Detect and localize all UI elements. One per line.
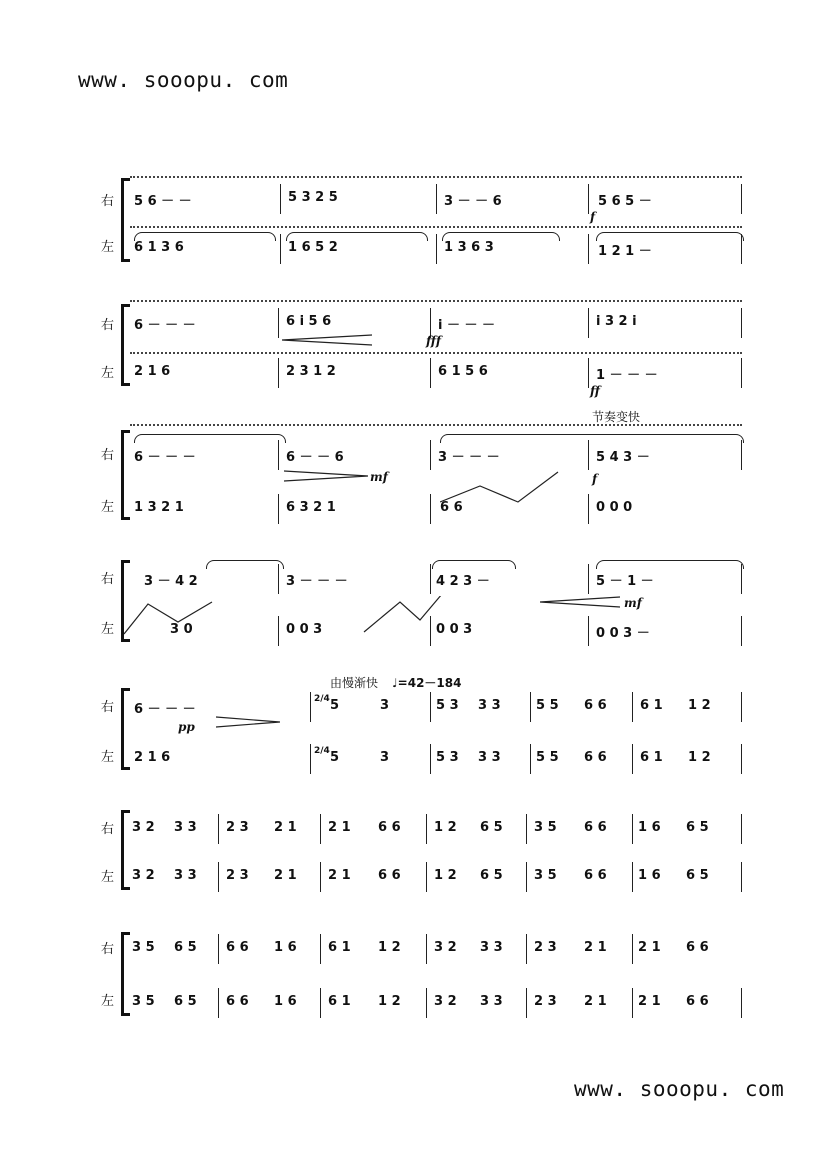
dotted-line [130, 424, 742, 426]
measure: 6 1 [640, 698, 663, 713]
measure: 2 1 [638, 994, 661, 1009]
measure: 6 1 [328, 940, 351, 955]
barline [278, 494, 279, 524]
measure: 3 － － 6 [444, 194, 502, 209]
measure: 6 6 [584, 820, 607, 835]
time-signature: 2/4 [314, 694, 330, 704]
measure: 2 1 [584, 940, 607, 955]
barline [530, 744, 531, 774]
measure: 2 1 [584, 994, 607, 1009]
barline [436, 184, 437, 214]
barline [278, 358, 279, 388]
measure: 3 5 [132, 940, 155, 955]
barline [526, 934, 527, 964]
measure: 1 6 5 2 [288, 240, 338, 255]
right-hand-row [130, 186, 742, 214]
left-hand-label: 左 [101, 240, 115, 255]
measure: 1 2 [688, 750, 711, 765]
measure: 3 [380, 750, 390, 765]
measure: 6 － － － [134, 450, 196, 465]
tempo-annotation: 节奏变快 [592, 410, 641, 424]
measure: 6 5 [174, 940, 197, 955]
barline [588, 358, 589, 388]
measure: 5 [330, 698, 340, 713]
measure: 1 2 [688, 698, 711, 713]
measure: 5 5 [536, 698, 559, 713]
measure: 2 1 6 [134, 364, 171, 379]
measure: 2 1 6 [134, 750, 171, 765]
measure: 2 1 [638, 940, 661, 955]
dynamic-ff: ff [590, 384, 600, 398]
dotted-line [130, 300, 742, 302]
slur [286, 232, 428, 241]
right-hand-label: 右 [101, 822, 115, 837]
measure: 3 5 [534, 868, 557, 883]
left-hand-label: 左 [101, 500, 115, 515]
measure: 5 [330, 750, 340, 765]
staff-bracket [121, 690, 124, 768]
measure: 3 5 [534, 820, 557, 835]
measure: 2 3 1 2 [286, 364, 336, 379]
measure: 6 6 [378, 868, 401, 883]
left-hand-label: 左 [101, 994, 115, 1009]
measure: 2 3 [226, 820, 249, 835]
measure: 6 3 2 1 [286, 500, 336, 515]
dotted-line [130, 226, 742, 228]
staff-bracket [121, 306, 124, 384]
decrescendo-hairpin [284, 470, 368, 482]
barline [741, 692, 742, 722]
barline [280, 234, 281, 264]
barline [530, 692, 531, 722]
barline [588, 616, 589, 646]
barline [588, 234, 589, 264]
measure: 6 i 5 6 [286, 314, 332, 329]
crescendo-hairpin [282, 334, 372, 346]
measure: 3 3 [478, 698, 501, 713]
measure: 1 6 [274, 940, 297, 955]
barline [632, 934, 633, 964]
measure: 3 － － － [286, 574, 348, 589]
left-hand-label: 左 [101, 622, 115, 637]
right-hand-row [130, 442, 742, 470]
measure: 6 6 [440, 500, 463, 515]
measure: 3 3 [174, 820, 197, 835]
measure: 6 5 [686, 820, 709, 835]
barline [218, 814, 219, 844]
measure: 3 － 4 2 [144, 574, 198, 589]
barline [741, 814, 742, 844]
measure: 1 3 6 3 [444, 240, 494, 255]
measure: 1 6 [638, 868, 661, 883]
measure: 3 2 [132, 820, 155, 835]
measure: 3 3 [174, 868, 197, 883]
barline [310, 744, 311, 774]
arpeggio-line [440, 468, 570, 508]
barline [741, 744, 742, 774]
dynamic-mf: mf [370, 470, 388, 484]
crescendo-hairpin [540, 596, 620, 608]
measure: 6 5 [480, 820, 503, 835]
decrescendo-hairpin [216, 716, 280, 728]
barline [632, 814, 633, 844]
measure: 4 2 3 － [436, 574, 490, 589]
measure: 3 [380, 698, 390, 713]
measure: 3 2 [434, 940, 457, 955]
measure: 2 3 [534, 940, 557, 955]
barline [588, 184, 589, 214]
watermark-bottom: www. sooopu. com [574, 1077, 785, 1101]
slur [206, 560, 284, 569]
tempo-annotation: 由慢渐快 [330, 676, 379, 690]
dynamic-mf: mf [624, 596, 642, 610]
barline [430, 564, 431, 594]
staff-bracket [121, 934, 124, 1014]
barline [218, 862, 219, 892]
barline [218, 934, 219, 964]
measure: 3 2 [132, 868, 155, 883]
measure: 3 3 [480, 994, 503, 1009]
left-hand-row [130, 864, 742, 892]
slur [440, 434, 744, 443]
barline [741, 358, 742, 388]
right-hand-row [130, 936, 742, 964]
measure: 2 1 [274, 868, 297, 883]
slur [432, 560, 516, 569]
measure: 6 6 [686, 940, 709, 955]
measure: 2 1 [274, 820, 297, 835]
barline [741, 616, 742, 646]
barline [632, 692, 633, 722]
barline [320, 934, 321, 964]
measure: 3 3 [478, 750, 501, 765]
measure: 1 2 [378, 940, 401, 955]
dynamic-f: f [592, 472, 598, 486]
metronome-value: =42－184 [397, 676, 462, 690]
barline [218, 988, 219, 1018]
measure: 6 5 [174, 994, 197, 1009]
measure: 6 6 [584, 868, 607, 883]
measure: 6 6 [378, 820, 401, 835]
dotted-line [130, 176, 742, 178]
barline [741, 184, 742, 214]
measure: 5 3 [436, 750, 459, 765]
time-signature: 2/4 [314, 746, 330, 756]
left-hand-row [130, 360, 742, 388]
right-hand-row [130, 816, 742, 844]
measure: 5 3 2 5 [288, 190, 338, 205]
measure: 6 6 [584, 750, 607, 765]
slur [596, 560, 744, 569]
measure: 5 5 [536, 750, 559, 765]
measure: i 3 2 i [596, 314, 637, 329]
right-hand-label: 右 [101, 700, 115, 715]
barline [426, 814, 427, 844]
barline [310, 692, 311, 722]
barline [430, 494, 431, 524]
dynamic-fff: fff [426, 334, 442, 348]
arpeggio-line [124, 596, 444, 640]
measure: 1 － － － [596, 368, 658, 383]
barline [426, 934, 427, 964]
metronome-mark: ♩=42－184 [392, 676, 462, 690]
left-hand-row [130, 990, 742, 1018]
right-hand-label: 右 [101, 942, 115, 957]
barline [741, 440, 742, 470]
measure: 2 1 [328, 868, 351, 883]
barline [430, 440, 431, 470]
slur [134, 434, 286, 443]
barline [320, 988, 321, 1018]
barline [526, 862, 527, 892]
measure: 3 2 [434, 994, 457, 1009]
measure: 6 － － － [134, 318, 196, 333]
measure: 6 6 [226, 994, 249, 1009]
measure: 1 6 [638, 820, 661, 835]
left-hand-row [130, 746, 742, 774]
measure: 1 2 1 － [598, 244, 652, 259]
barline [588, 564, 589, 594]
measure: 2 1 [328, 820, 351, 835]
measure: 1 2 [434, 868, 457, 883]
measure: 3 － － － [438, 450, 500, 465]
slur [596, 232, 744, 241]
measure: 3 3 [480, 940, 503, 955]
measure: 0 0 3 [286, 622, 323, 637]
barline [278, 308, 279, 338]
barline [278, 440, 279, 470]
left-hand-label: 左 [101, 366, 115, 381]
barline [632, 862, 633, 892]
measure: 3 0 [170, 622, 193, 637]
barline [526, 988, 527, 1018]
measure: 1 6 [274, 994, 297, 1009]
measure: 0 0 3 [436, 622, 473, 637]
measure: 6 5 [480, 868, 503, 883]
staff-bracket [121, 180, 124, 260]
right-hand-label: 右 [101, 318, 115, 333]
measure: 5 3 [436, 698, 459, 713]
right-hand-label: 右 [101, 572, 115, 587]
measure: 1 3 2 1 [134, 500, 184, 515]
barline [741, 862, 742, 892]
barline [526, 814, 527, 844]
barline [588, 440, 589, 470]
staff-bracket [121, 812, 124, 888]
barline [280, 184, 281, 214]
barline [632, 988, 633, 1018]
barline [320, 862, 321, 892]
measure: 3 5 [132, 994, 155, 1009]
dynamic-f: f [590, 210, 596, 224]
measure: 0 0 3 － [596, 626, 650, 641]
barline [588, 308, 589, 338]
measure: 6 6 [226, 940, 249, 955]
measure: 6 1 5 6 [438, 364, 488, 379]
measure: 1 2 [434, 820, 457, 835]
slur [442, 232, 560, 241]
measure: 6 － － － [134, 702, 196, 717]
measure: 5 6 5 － [598, 194, 652, 209]
measure: 0 0 0 [596, 500, 633, 515]
left-hand-label: 左 [101, 870, 115, 885]
measure: 1 2 [378, 994, 401, 1009]
measure: 6 － － 6 [286, 450, 344, 465]
left-hand-row [130, 496, 742, 524]
barline [430, 744, 431, 774]
barline [741, 988, 742, 1018]
barline [436, 234, 437, 264]
barline [588, 494, 589, 524]
measure: i － － － [438, 318, 496, 333]
barline [426, 988, 427, 1018]
measure: 5 － 1 － [596, 574, 654, 589]
barline [426, 862, 427, 892]
barline [741, 308, 742, 338]
measure: 6 6 [584, 698, 607, 713]
barline [430, 358, 431, 388]
measure: 6 6 [686, 994, 709, 1009]
staff-bracket [121, 432, 124, 518]
measure: 5 6 － － [134, 194, 192, 209]
dynamic-pp: pp [178, 720, 195, 734]
barline [430, 692, 431, 722]
measure: 6 1 3 6 [134, 240, 184, 255]
measure: 2 3 [534, 994, 557, 1009]
watermark-top: www. sooopu. com [78, 68, 289, 92]
measure: 5 4 3 － [596, 450, 650, 465]
right-hand-row [130, 566, 742, 594]
right-hand-label: 右 [101, 448, 115, 463]
left-hand-label: 左 [101, 750, 115, 765]
slur [134, 232, 276, 241]
measure: 6 1 [640, 750, 663, 765]
barline [320, 814, 321, 844]
barline [632, 744, 633, 774]
measure: 6 5 [686, 868, 709, 883]
measure: 2 3 [226, 868, 249, 883]
dotted-line [130, 352, 742, 354]
measure: 6 1 [328, 994, 351, 1009]
right-hand-label: 右 [101, 194, 115, 209]
